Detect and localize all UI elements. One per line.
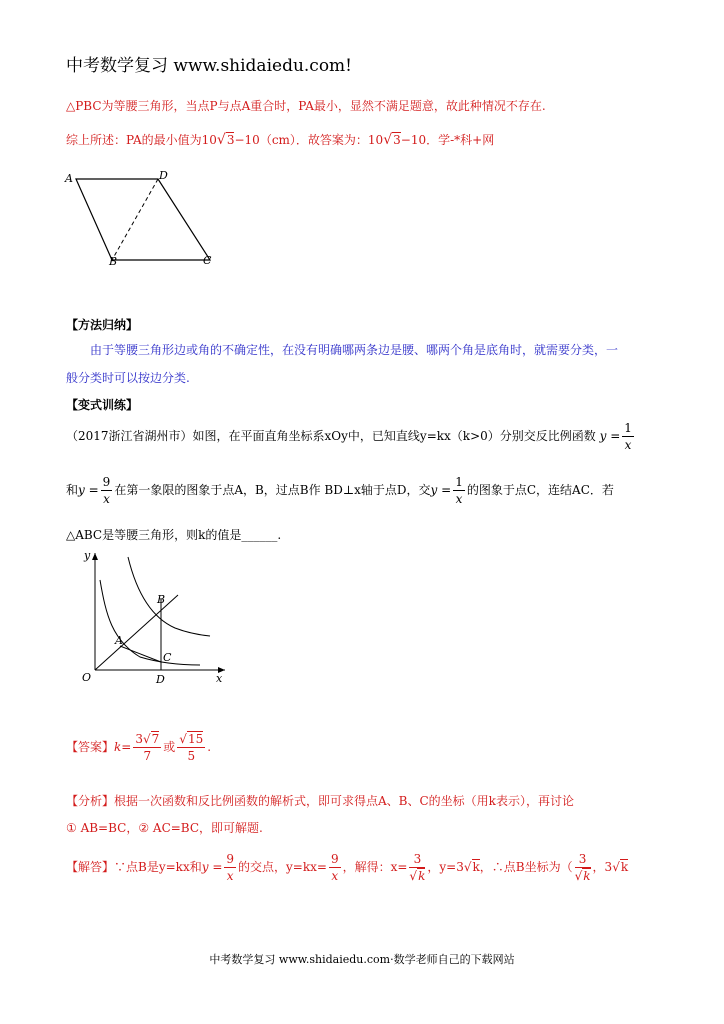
- label-B2: B: [157, 593, 166, 606]
- page-header: 中考数学复习 www.shidaiedu.com!: [66, 56, 353, 76]
- method-heading: 【方法归纳】: [66, 318, 139, 332]
- label-C: C: [203, 254, 212, 267]
- variant-line2: 和y = $\frac{9}{x}$ 在第一象限的图象于点A，B，过点B作 BD⊥x轴于点D，交y = $\frac{1}{x}$ 的图象于点C，连结AC．若: [66, 475, 614, 506]
- axis-label-y: y: [84, 549, 91, 562]
- label-O: O: [82, 671, 92, 684]
- variant-heading: 【变式训练】: [66, 398, 139, 412]
- solution-line: 【解答】∵点B是y=kx和y = $\frac{9}{x}$ 的交点，y=kx= $\frac{9}{x}$ ，解得：x= $\frac{3}{√k}$ ，y=3√k，∴点B坐标为（ $\frac{3}{√k}$ ，3√k: [66, 852, 629, 883]
- page-footer: 中考数学复习 www.shidaiedu.com·数学老师自己的下载网站: [209, 953, 515, 966]
- text-pbc-case: △PBC为等腰三角形，当点P与点A重合时，PA最小，显然不满足题意，故此种情况不存在.: [66, 99, 546, 113]
- label-A: A: [65, 172, 73, 185]
- method-line1: 由于等腰三角形边或角的不确定性，在没有明确哪两条边是腰、哪两个角是底角时，就需要分类，一: [90, 343, 619, 357]
- analysis-line2: ① AB=BC，② AC=BC，即可解题.: [66, 821, 263, 835]
- label-C2: C: [163, 651, 172, 664]
- answer-line: 【答案】k= $\frac{3√7}{7}$ 或 $\frac{√15}{5}$ .: [66, 732, 212, 763]
- variant-line1: （2017浙江省湖州市）如图，在平面直角坐标系xOy中，已知直线y=kx（k>0）分别交反比例函数 y = $\frac{1}{x}$: [66, 421, 632, 452]
- hyperbola-figure: [70, 545, 240, 685]
- variant-line3: △ABC是等腰三角形，则k的值是______.: [66, 528, 282, 542]
- analysis-line1: 【分析】根据一次函数和反比例函数的解析式，即可求得点A、B、C的坐标（用k表示），再讨论: [66, 794, 574, 808]
- axis-label-x: x: [216, 672, 223, 685]
- label-D: D: [159, 169, 168, 182]
- label-B: B: [109, 255, 118, 268]
- label-D2: D: [156, 673, 165, 685]
- label-A2: A: [115, 634, 123, 647]
- parallelogram-figure: [60, 165, 230, 270]
- text-conclusion: 综上所述：PA的最小值为10√3−10（cm）．故答案为：10√3−10．学-*科+网: [66, 132, 495, 148]
- method-line2: 般分类时可以按边分类.: [66, 371, 190, 385]
